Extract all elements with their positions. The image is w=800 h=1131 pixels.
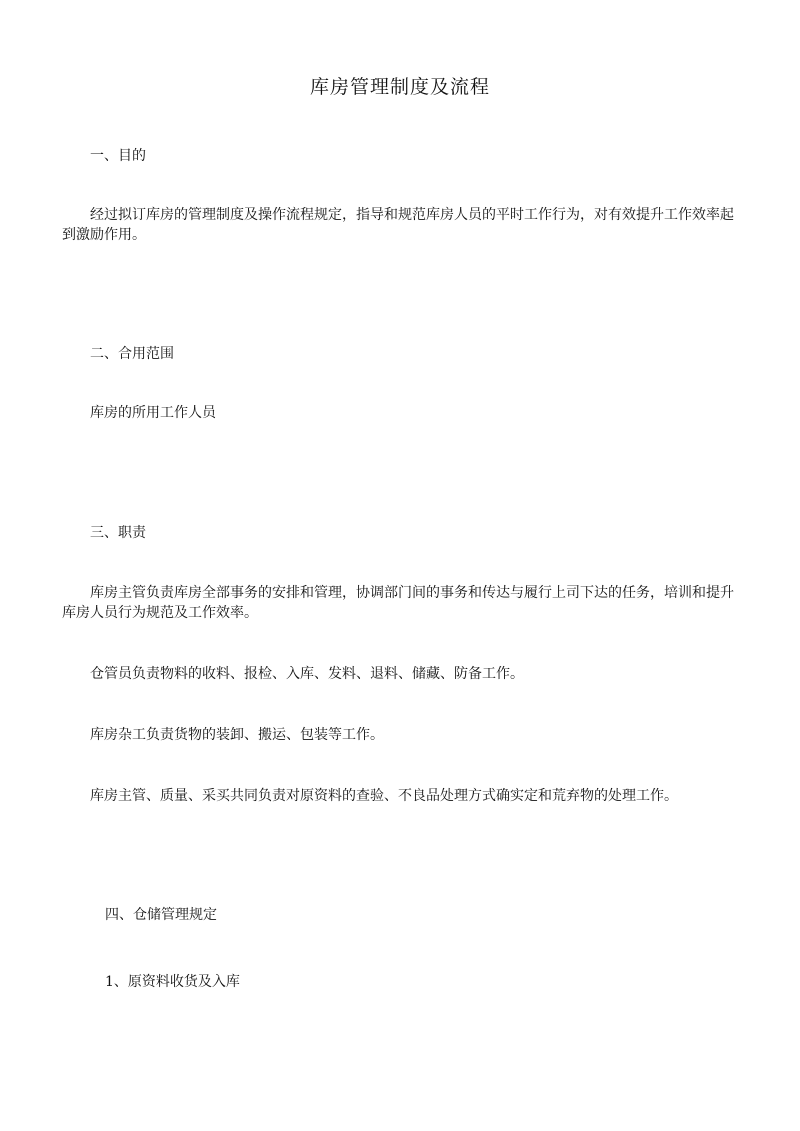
section-heading-duties: 三、职责 [90,525,146,541]
section-heading-scope: 二、合用范围 [90,346,174,362]
duties-paragraph-1: 库房主管负责库房全部事务的安排和管理，协调部门间的事务和传达与履行上司下达的任务，培训和提升库房人员行为规范及工作效率。 [62,585,734,621]
section-heading-purpose: 一、目的 [90,148,146,164]
duties-paragraph-3: 库房杂工负责货物的装卸、搬运、包装等工作。 [90,727,384,743]
document-title: 库房管理制度及流程 [309,76,490,98]
section-heading-storage: 四、仓储管理规定 [105,907,217,923]
duties-paragraph-4: 库房主管、质量、采买共同负责对原资料的查验、不良品处理方式确实定和荒弃物的处理工作。 [90,788,678,804]
purpose-paragraph: 经过拟订库房的管理制度及操作流程规定，指导和规范库房人员的平时工作行为，对有效提升工作效率起到激励作用。 [62,207,734,243]
duties-paragraph-2: 仓管员负责物料的收料、报检、入库、发料、退料、储藏、防备工作。 [90,666,524,682]
scope-paragraph: 库房的所用工作人员 [90,405,216,421]
storage-subheading-1: 1、原资料收货及入库 [105,974,240,990]
